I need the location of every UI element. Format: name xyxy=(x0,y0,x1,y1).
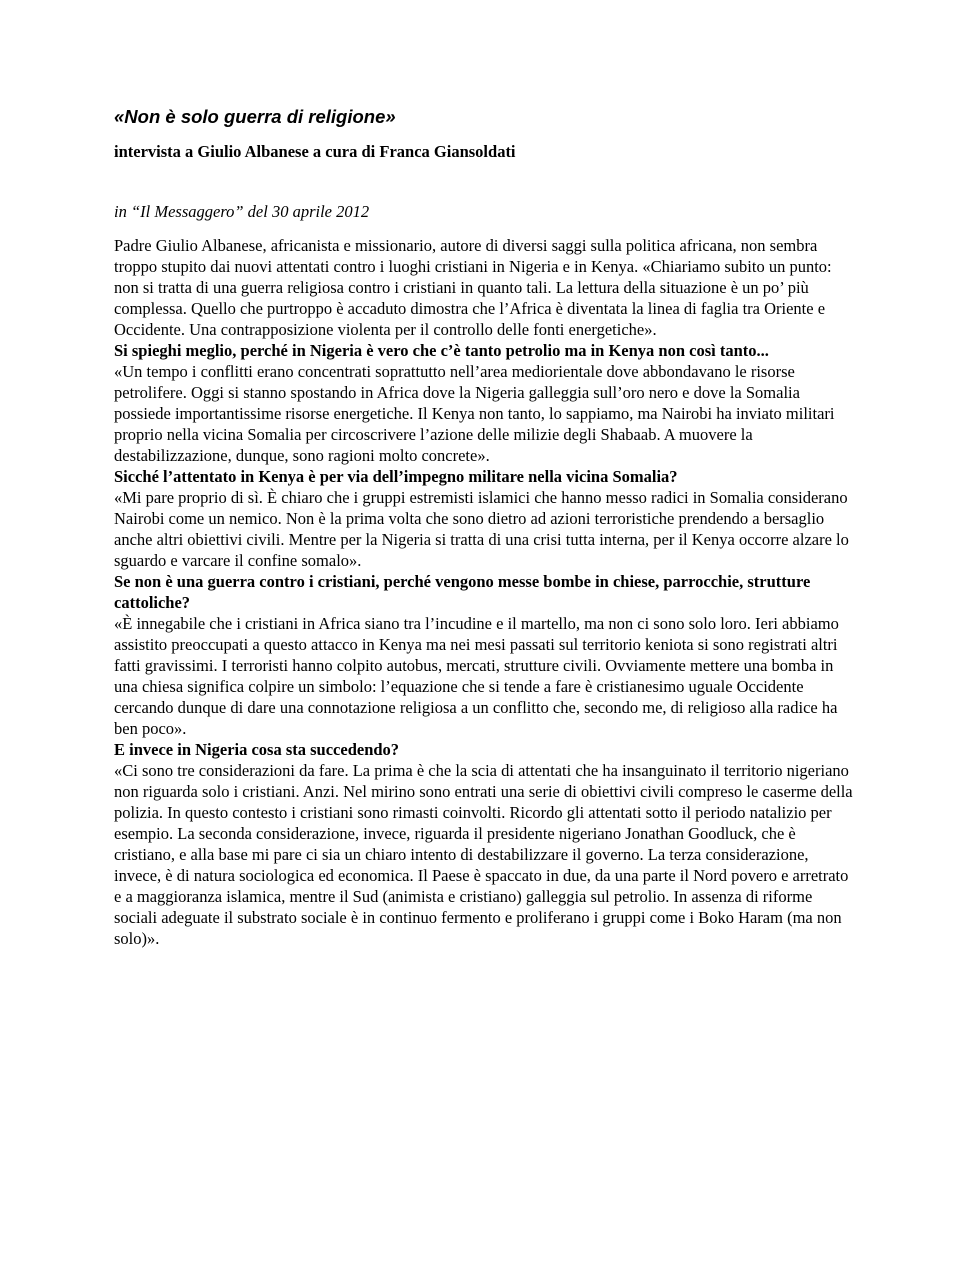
answer-3: «È innegabile che i cristiani in Africa siano tra l’incudine e il martello, ma non ci sono solo loro. Ieri abbiamo assistito preoccupati a questo attacco in Kenya ma nei mesi passati sul territorio keniota si sono registrati altri fatti gravissimi. I terroristi hanno colpito autobus, mercati, strutture civili. Ovviamente mettere una bomba in una chiesa significa colpire un simbolo: l’equazione che si tende a fare è cristianesimo uguale Occidente cercando dunque di dare una connotazione religiosa a un conflitto che, secondo me, di religioso alla radice ha ben poco». xyxy=(114,614,839,738)
question-4: E invece in Nigeria cosa sta succedendo? xyxy=(114,740,400,759)
question-3: Se non è una guerra contro i cristiani, perché vengono messe bombe in chiese, parrocchie, strutture cattoliche? xyxy=(114,572,811,612)
document-page xyxy=(114,104,854,949)
answer-1: «Un tempo i conflitti erano concentrati soprattutto nell’area mediorientale dove abbondavano le risorse petrolifere. Oggi si stanno spostando in Africa dove la Nigeria galleggia sull’oro nero e dove la Somalia possiede importantissime risorse energetiche. Il Kenya non tanto, lo sappiamo, ma Nairobi ha inviato militari proprio nella vicina Somalia per circoscrivere l’azione delle milizie degli Shabaab. A muovere la destabilizzazione, dunque, sono ragioni molto concrete». xyxy=(114,362,835,465)
intro-paragraph: Padre Giulio Albanese, africanista e missionario, autore di diversi saggi sulla politica africana, non sembra troppo stupito dai nuovi attentati contro i luoghi cristiani in Nigeria e in Kenya. «Chiariamo subito un punto: non si tratta di una guerra religiosa contro i cristiani in quanto tali. La lettura della situazione è un po’ più complessa. Quello che purtroppo è accaduto dimostra che l’Africa è diventata la linea di faglia tra Oriente e Occidente. Una contrapposizione violenta per il controllo delle fonti energetiche». xyxy=(114,236,832,339)
article-title: «Non è solo guerra di religione» xyxy=(114,106,396,127)
question-2: Sicché l’attentato in Kenya è per via dell’impegno militare nella vicina Somalia? xyxy=(114,467,678,486)
answer-2: «Mi pare proprio di sì. È chiaro che i gruppi estremisti islamici che hanno messo radici in Somalia considerano Nairobi come un nemico. Non è la prima volta che sono dietro ad azioni terroristiche prendendo a bersaglio anche altri obiettivi civili. Mentre per la Nigeria si tratta di una crisi tutta interna, per il Kenya occorre alzare lo sguardo e varcare il confine somalo». xyxy=(114,488,849,570)
article-subtitle: intervista a Giulio Albanese a cura di Franca Giansoldati xyxy=(114,142,516,161)
answer-4: «Ci sono tre considerazioni da fare. La prima è che la scia di attentati che ha insanguinato il territorio nigeriano non riguarda solo i cristiani. Anzi. Nel mirino sono entrati una serie di obiettivi civili compreso le caserme della polizia. In questo contesto i cristiani sono rimasti coinvolti. Ricordo gli attentati sotto il periodo natalizio per esempio. La seconda considerazione, invece, riguarda il presidente nigeriano Jonathan Goodluck, che è cristiano, e alla base mi pare ci sia un chiaro intento di destabilizzare il governo. La terza considerazione, invece, è di natura sociologica ed economica. Il Paese è spaccato in due, da una parte il Nord povero e arretrato e a maggioranza islamica, mentre il Sud (animista e cristiano) galleggia sul petrolio. In assenza di riforme sociali adeguate il substrato sociale è in continuo fermento e proliferano i gruppi come i Boko Haram (ma non solo)». xyxy=(114,761,853,948)
question-1: Si spieghi meglio, perché in Nigeria è vero che c’è tanto petrolio ma in Kenya non così tanto... xyxy=(114,341,769,360)
article-body xyxy=(114,235,854,949)
article-source: in “Il Messaggero” del 30 aprile 2012 xyxy=(114,202,370,221)
